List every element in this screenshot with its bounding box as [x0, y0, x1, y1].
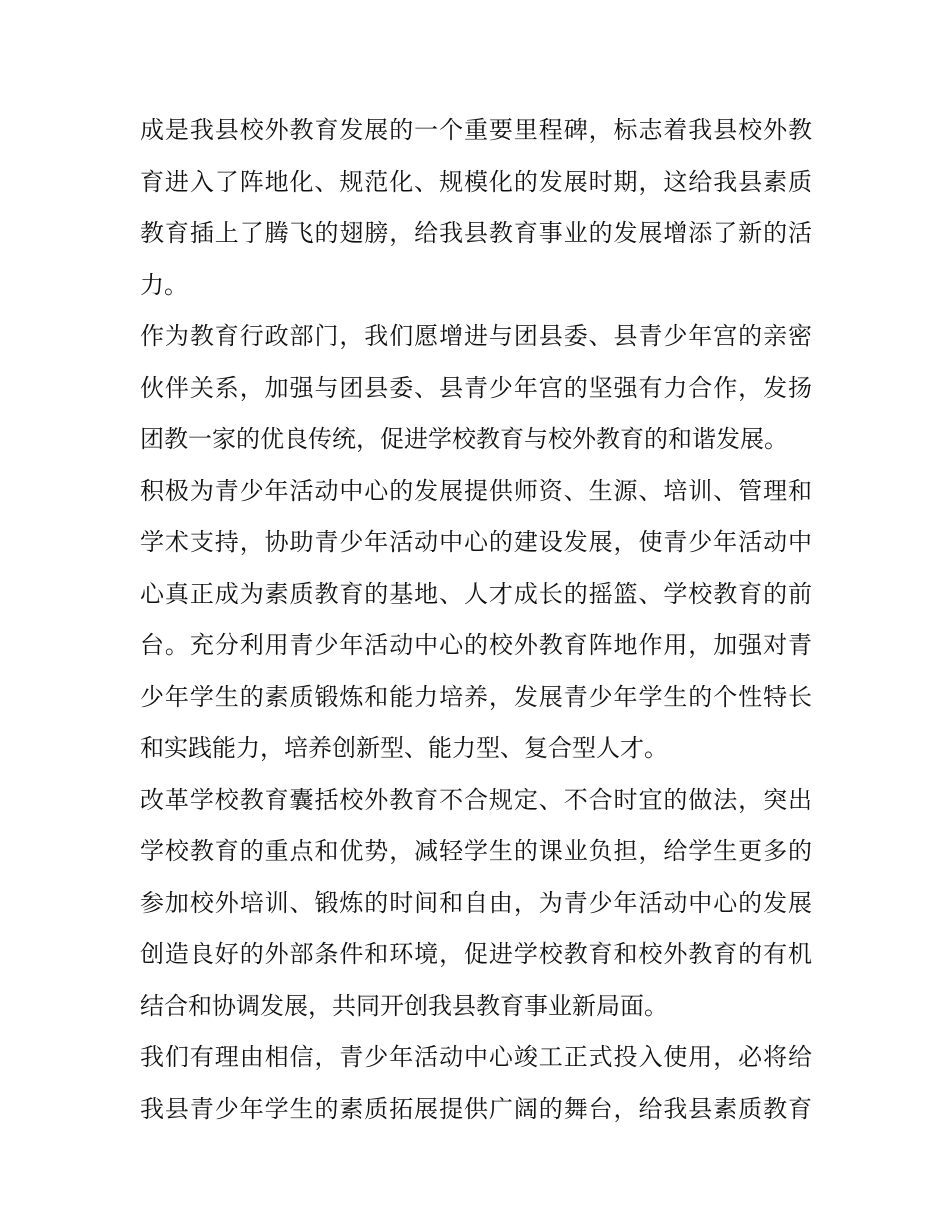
text-line: 育进入了阵地化、规范化、规模化的发展时期，这给我县素质	[140, 167, 812, 196]
paragraph-5	[140, 1032, 812, 1135]
document-body	[140, 105, 812, 1135]
text-line: 和实践能力，培养创新型、能力型、复合型人才。	[140, 734, 668, 762]
text-line: 作为教育行政部门，我们愿增进与团县委、县青少年宫的亲密	[140, 322, 812, 350]
text-line: 力。	[140, 270, 188, 299]
text-line: 我县青少年学生的素质拓展提供广阔的舞台，给我县素质教育	[140, 1094, 812, 1123]
text-line: 参加校外培训、锻炼的时间和自由，为青少年活动中心的发展	[140, 888, 812, 917]
text-line: 积极为青少年活动中心的发展提供师资、生源、培训、管理和	[140, 476, 812, 505]
text-line: 伙伴关系，加强与团县委、县青少年宫的坚强有力合作，发扬	[140, 373, 812, 402]
text-line: 少年学生的素质锻炼和能力培养，发展青少年学生的个性特长	[140, 682, 812, 711]
text-line: 心真正成为素质教育的基地、人才成长的摇篮、学校教育的前	[140, 579, 812, 608]
text-line: 学校教育的重点和优势，减轻学生的课业负担，给学生更多的	[140, 837, 812, 865]
paragraph-2	[140, 311, 812, 466]
text-line: 我们有理由相信，青少年活动中心竣工正式投入使用，必将给	[140, 1043, 812, 1071]
text-line: 创造良好的外部条件和环境，促进学校教育和校外教育的有机	[140, 940, 812, 968]
paragraph-1	[140, 105, 812, 311]
text-line: 教育插上了腾飞的翅膀，给我县教育事业的发展增添了新的活	[140, 219, 812, 247]
paragraph-4	[140, 775, 812, 1033]
text-line: 团教一家的优良传统，促进学校教育与校外教育的和谐发展。	[140, 425, 788, 453]
text-line: 台。充分利用青少年活动中心的校外教育阵地作用，加强对青	[140, 631, 812, 659]
text-line: 学术支持，协助青少年活动中心的建设发展，使青少年活动中	[140, 528, 812, 556]
paragraph-3	[140, 466, 812, 775]
text-line: 改革学校教育囊括校外教育不合规定、不合时宜的做法，突出	[140, 785, 812, 814]
text-line: 结合和协调发展，共同开创我县教育事业新局面。	[140, 991, 668, 1020]
text-line: 成是我县校外教育发展的一个重要里程碑，标志着我县校外教	[140, 116, 812, 144]
